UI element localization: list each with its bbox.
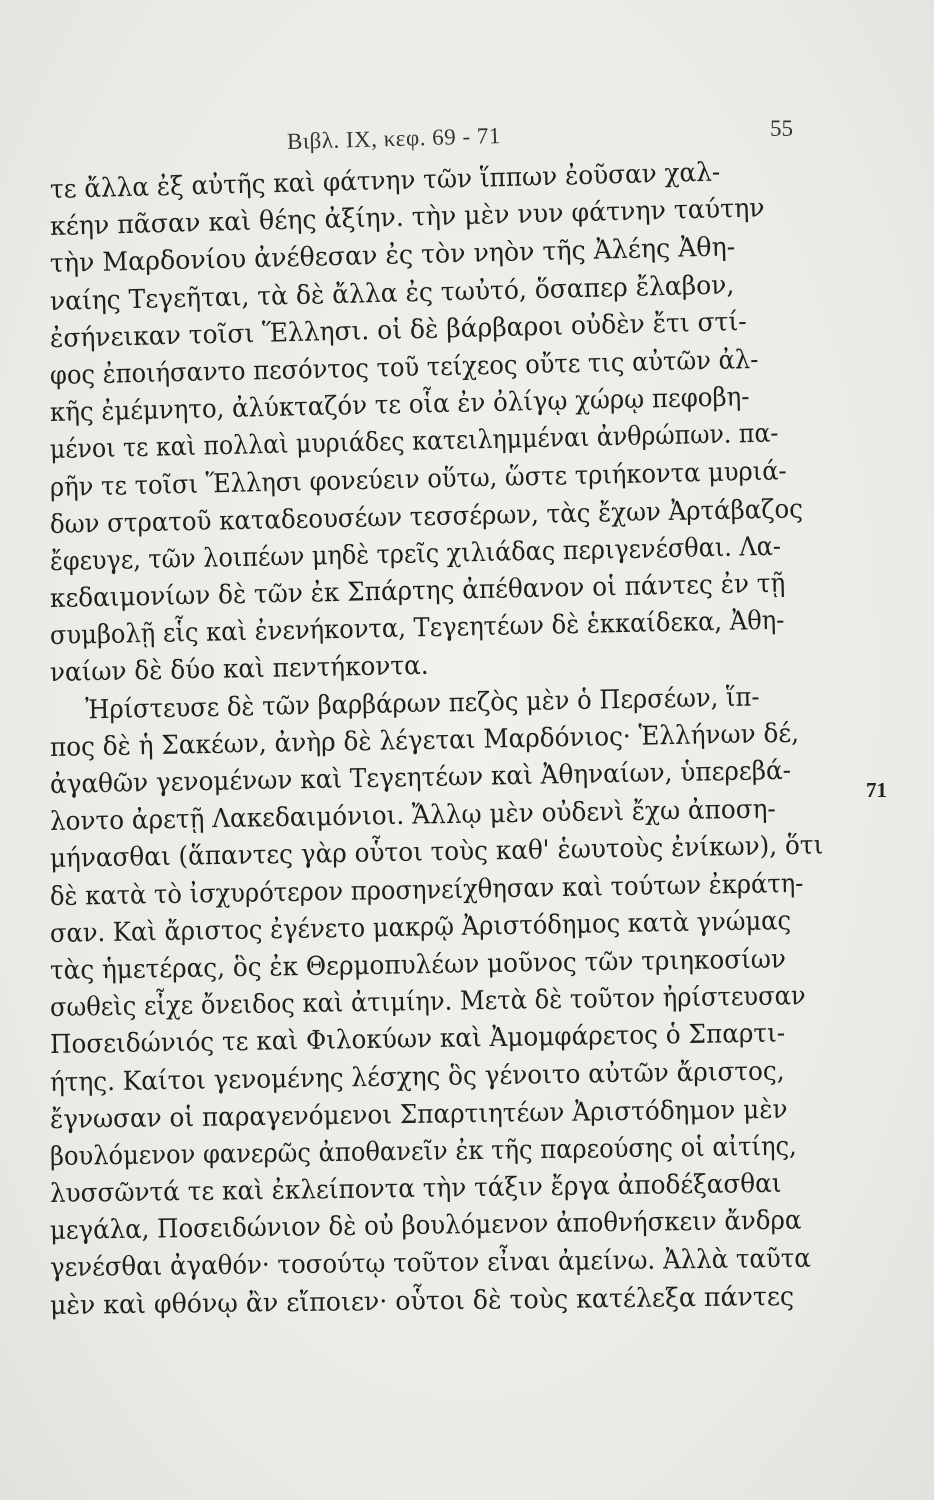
text-line: ἀγαθῶν γενομένων καὶ Τεγεητέων καὶ Ἀθηναίων, ὑπερεβά- [49,755,792,800]
text-line: ναίης Τεγεῆται, τὰ δὲ ἄλλα ἐς τωὐτό, ὅσαπερ ἔλαβον, [49,269,735,317]
text-line: δὲ κατὰ τὸ ἰσχυρότερον προσηνείχθησαν καὶ τούτων ἐκράτη- [49,868,804,912]
page-number: 55 [770,116,793,141]
margin-chapter-number: 71 [866,778,887,802]
text-line: σωθεὶς εἶχε ὄνειδος καὶ ἀτιμίην. Μετὰ δὲ τοῦτον ἠρίστευσαν [49,981,806,1024]
text-line: ναίων δὲ δύο καὶ πεντήκοντα. [49,651,429,689]
text-line: βουλόμενον φανερῶς ἀποθανεῖν ἐκ τῆς παρεούσης οἱ αἰτίης, [49,1131,797,1172]
text-line: γενέσθαι ἀγαθόν· τοσούτῳ τοῦτον εἶναι ἀμείνω. Ἀλλὰ ταῦτα [49,1244,811,1284]
body-text [49,157,840,1325]
running-head: Βιβλ. IX, κεφ. 69 - 71 [286,123,502,154]
text-line: Ποσειδώνιός τε καὶ Φιλοκύων καὶ Ἀμομφάρετος ὁ Σπαρτι- [49,1018,786,1061]
text-line: δων στρατοῦ καταδεουσέων τεσσέρων, τὰς ἔχων Ἀρτάβαζος [49,493,804,540]
text-line: μὲν καὶ φθόνῳ ἂν εἴποιεν· οὗτοι δὲ τοὺς κατέλεξα πάντες [49,1281,795,1321]
text-line: κῆς ἐμέμνητο, ἀλύκταζόν τε οἷα ἐν ὀλίγῳ χώρῳ πεφοβη- [49,382,750,429]
text-line: κεδαιμονίων δὲ τῶν ἐκ Σπάρτης ἀπέθανον οἱ πάντες ἐν τῇ [49,568,786,615]
text-line: τὴν Μαρδονίου ἀνέθεσαν ἐς τὸν νηὸν τῆς Ἀλέης Ἀθη- [49,232,736,280]
text-line: σαν. Καὶ ἄριστος ἐγένετο μακρῷ Ἀριστόδημος κατὰ γνώμας [49,905,792,949]
text-line: πος δὲ ἡ Σακέων, ἀνὴρ δὲ λέγεται Μαρδόνιος· Ἑλλήνων δέ, [49,718,800,763]
text-line: τε ἄλλα ἐξ αὐτῆς καὶ φάτνην τῶν ἵππων ἐοῦσαν χαλ- [49,157,721,205]
text-line: μεγάλα, Ποσειδώνιον δὲ οὐ βουλόμενον ἀποθνήσκειν ἄνδρα [49,1205,802,1247]
text-line: μήνασθαι (ἅπαντες γὰρ οὗτοι τοὺς καθ' ἑωυτοὺς ἐνίκων), ὅτι [49,830,824,875]
text-line: ἔγνωσαν οἱ παραγενόμενοι Σπαρτιητέων Ἀριστόδημον μὲν [49,1094,788,1135]
text-line: κέην πᾶσαν καὶ θέης ἀξίην. τὴν μὲν νυν φάτνην ταύτην [49,193,765,243]
text-line: συμβολῇ εἷς καὶ ἐνενήκοντα, Τεγεητέων δὲ ἑκκαίδεκα, Ἀθη- [49,605,785,652]
text-line: μένοι τε καὶ πολλαὶ μυριάδες κατειλημμέναι ἀνθρώπων. πα- [49,418,779,466]
text-line: ἐσήνεικαν τοῖσι Ἕλλησι. οἱ δὲ βάρβαροι οὐδὲν ἔτι στί- [49,306,747,354]
text-line: λοντο ἀρετῇ Λακεδαιμόνιοι. Ἄλλῳ μὲν οὐδενὶ ἔχω ἀποση- [49,794,776,838]
text-line: φος ἐποιήσαντο πεσόντος τοῦ τείχεος οὔτε τις αὐτῶν ἀλ- [49,344,759,391]
text-line: τὰς ἡμετέρας, ὃς ἐκ Θερμοπυλέων μοῦνος τῶν τριηκοσίων [49,944,787,986]
text-line: ρῆν τε τοῖσι Ἕλλησι φονεύειν οὕτω, ὥστε τριήκοντα μυριά- [49,455,788,503]
text-line: Ἠρίστευσε δὲ τῶν βαρβάρων πεζὸς μὲν ὁ Περσέων, ἵπ- [85,682,760,725]
text-line: λυσσῶντά τε καὶ ἐκλείποντα τὴν τάξιν ἔργα ἀποδέξασθαι [49,1168,782,1210]
text-line: ήτης. Καίτοι γενομένης λέσχης ὃς γένοιτο αὐτῶν ἄριστος, [49,1055,785,1098]
text-line: ἔφευγε, τῶν λοιπέων μηδὲ τρεῖς χιλιάδας περιγενέσθαι. Λα- [49,531,782,577]
